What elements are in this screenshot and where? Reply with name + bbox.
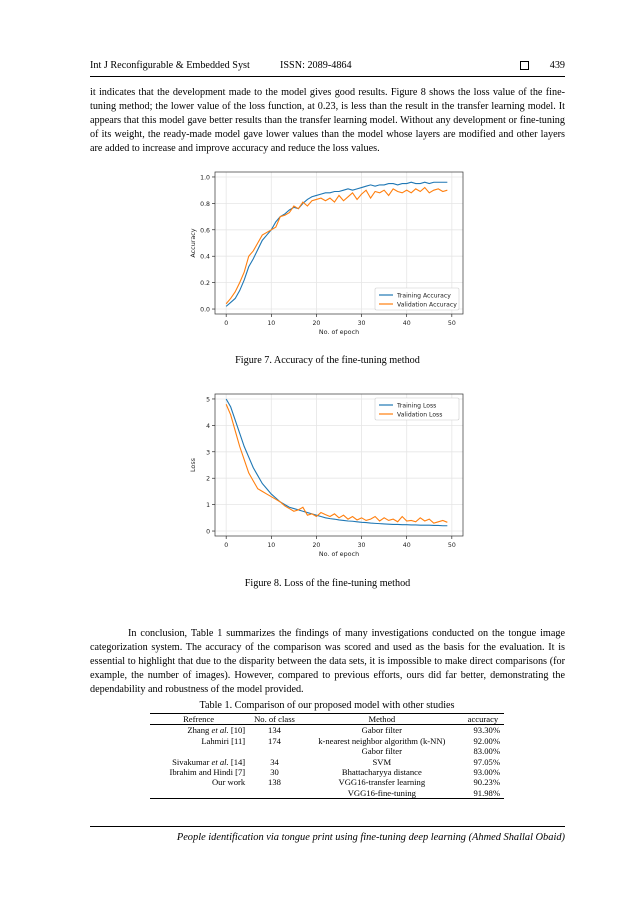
y-tick-label: 0.4 (200, 253, 210, 261)
x-tick-label: 10 (267, 542, 276, 549)
journal-name: Int J Reconfigurable & Embedded Syst (90, 60, 250, 71)
y-tick-label: 0.6 (200, 227, 210, 235)
cell-method: Gabor filter (361, 725, 402, 736)
cell-classes (247, 788, 302, 799)
y-tick-label: 1.0 (200, 174, 210, 182)
x-tick-label: 30 (357, 542, 366, 549)
col-header-reference: Refrence (150, 714, 247, 725)
running-header (90, 60, 565, 74)
cell-accuracy: 83.00% (473, 746, 500, 757)
figure-7-accuracy-chart (185, 168, 475, 346)
col-header-classes: No. of class (247, 714, 302, 725)
cell-method: Bhattacharyya distance (341, 767, 422, 778)
y-tick-label: 0 (206, 528, 210, 536)
cell-classes: 34 (270, 756, 279, 767)
legend-entry: Validation Accuracy (397, 301, 457, 309)
cell-method: Gabor filter (361, 746, 402, 757)
y-tick-label: 0.0 (200, 306, 210, 314)
comparison-table (150, 713, 504, 799)
cell-accuracy: 93.00% (473, 767, 500, 778)
running-footer: People identification via tongue print using fine-tuning deep learning (Ahmed Shallal Obaid) (176, 832, 565, 843)
table-row (150, 746, 504, 756)
col-header-accuracy: accuracy (462, 714, 504, 725)
cell-reference: Zhang et al. [10] (187, 725, 246, 736)
cell-method: VGG16-fine-tuning (302, 788, 462, 799)
cell-accuracy: 90.23% (473, 777, 500, 788)
y-tick-label: 4 (206, 422, 210, 430)
cell-accuracy: 93.30% (473, 725, 500, 736)
figure-8-loss-chart (185, 390, 475, 568)
y-tick-label: 0.8 (200, 200, 210, 208)
header-rule (90, 76, 565, 77)
cell-reference (150, 746, 247, 756)
page-number: 439 (549, 60, 565, 71)
cell-method: k-nearest neighbor algorithm (k-NN) (318, 735, 446, 746)
paragraph-conclusion: In conclusion, Table 1 summarizes the findings of many investigations conducted on the tongue image categorization system. The accuracy of the comparison was scored and used as the basis for the evaluation. It is essential to highlight that due to the disparity between the data sets, it is impossible to make direct comparisons (for example, the number of images). However, compared to previous efforts, ours did far better, demonstrating the dependability and robustness of the model provided. (90, 628, 565, 696)
cell-classes: 30 (270, 767, 279, 778)
x-tick-label: 0 (224, 320, 229, 327)
x-tick-label: 30 (357, 320, 366, 327)
y-tick-label: 0.2 (200, 280, 210, 288)
cell-method: SVM (372, 756, 392, 767)
y-axis-label: Accuracy (189, 228, 197, 258)
paragraph-intro: it indicates that the development made to the model gives good results. Figure 8 shows the loss value of the fine-tuning method; the lower value of the loss function, at 0.23, is less than the result in the transfer learning model. It appears that this model gave better results than the transfer learning model. Without any development or fine-tuning of its weight, the ready-made model gave lower values than the model whose layers are modified and other layers are added to increase and improve accuracy and reduce the loss values. (90, 87, 565, 155)
x-tick-label: 50 (447, 542, 456, 549)
cell-method: VGG16-transfer learning (338, 777, 426, 788)
cell-reference: Ibrahim and Hindi [7] (169, 767, 246, 778)
table-row (150, 736, 504, 746)
cell-accuracy: 91.98% (462, 788, 504, 799)
x-tick-label: 50 (447, 320, 456, 327)
cell-reference: Sivakumar et al. [14] (172, 756, 246, 767)
cell-reference: Our work (211, 777, 246, 788)
footer-rule (90, 826, 565, 827)
x-axis-label: No. of epoch (318, 550, 360, 558)
table-title: Table 1. Comparison of our proposed model with other studies (199, 700, 455, 711)
legend-entry: Training Accuracy (397, 292, 451, 300)
table-row (150, 725, 504, 736)
x-tick-label: 20 (312, 320, 321, 327)
legend-entry: Training Loss (397, 402, 437, 410)
table-row (150, 788, 504, 799)
cell-classes: 134 (268, 725, 281, 736)
cell-accuracy: 97.05% (473, 756, 500, 767)
issn: ISSN: 2089-4864 (280, 60, 352, 71)
x-axis-label: No. of epoch (318, 328, 360, 336)
cell-classes: 174 (268, 735, 281, 746)
table-header-row (150, 714, 504, 725)
y-tick-label: 1 (206, 502, 210, 510)
y-axis-label: Loss (189, 457, 197, 473)
cell-reference (150, 788, 247, 799)
cell-classes (247, 746, 302, 756)
cell-classes: 138 (268, 777, 281, 788)
cell-accuracy: 92.00% (473, 735, 500, 746)
y-tick-label: 2 (206, 475, 210, 483)
y-tick-label: 5 (206, 396, 210, 404)
x-tick-label: 0 (224, 542, 229, 549)
table-row (150, 767, 504, 777)
x-tick-label: 20 (312, 542, 321, 549)
x-tick-label: 40 (402, 542, 411, 549)
x-tick-label: 10 (267, 320, 276, 327)
y-tick-label: 3 (206, 449, 210, 457)
legend-entry: Validation Loss (397, 411, 443, 419)
table-row (150, 757, 504, 767)
x-tick-label: 40 (402, 320, 411, 327)
cell-reference: Lahmiri [11] (201, 735, 246, 746)
table-row (150, 777, 504, 787)
figure-8-caption: Figure 8. Loss of the fine-tuning method (244, 578, 411, 589)
figure-7-caption: Figure 7. Accuracy of the fine-tuning method (235, 355, 420, 366)
col-header-method: Method (302, 714, 462, 725)
